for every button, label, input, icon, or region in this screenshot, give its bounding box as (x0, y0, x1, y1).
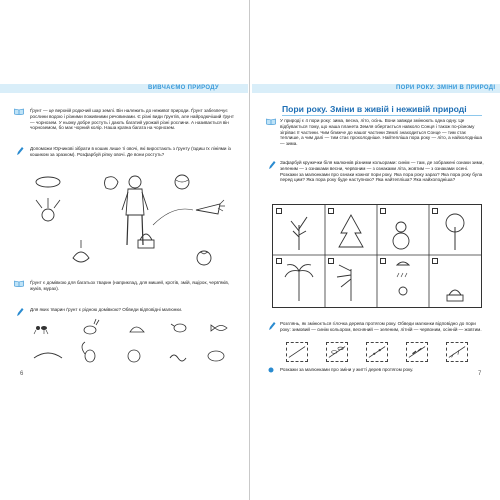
season-checkbox[interactable] (328, 258, 334, 264)
radish-icon (36, 198, 60, 221)
task-color-seasons: Зафарбуй кружечки біля малюнків різними кольорами: синім — там, де зображені ознаки зими, зеленим — з ознаками весни, червоним — з ознаками літа, жовтим — з ознаками осені. Розкажи за малюнками про ознаки кожної пори року. Яка пора року зараз? Яка пора року була перед цим? Яка пора року буде наступною? Яка найтепліша? Яка найхолодніша? (280, 160, 484, 183)
task-branch: Розглянь, як змінюється гілочка дерева протягом року. Обведи малюнки відповідно до пори року: зимовий — синім кольором, весняний — зеленим, літній — червоним, осінній — жовтим. (280, 321, 482, 332)
worm-icon (170, 355, 186, 361)
animals-illustration (30, 318, 230, 366)
task-animals: Для яких тварин ґрунт є рідною домівкою? Обведи відповідні малюнки. (30, 307, 183, 312)
fir-snow-icon (339, 215, 363, 247)
season-checkbox[interactable] (380, 258, 386, 264)
task-tree-changes: Розкажи за малюнками про зміни у житті дерев протягом року. (280, 367, 414, 372)
book-icon (14, 108, 24, 115)
snowman-icon (393, 222, 409, 249)
title-underline (282, 115, 482, 116)
left-page-number: 6 (20, 371, 24, 377)
task-vegetables: Допоможи Юрчикові зібрати в кошик лише ті овочі, які виростають з ґрунту (їздиш їх лініями із кошиком за зразком). Розфарбуй ріпку овочі. Де вони ростуть? (30, 146, 231, 157)
basket-icon (138, 234, 154, 248)
rabbit-icon (84, 319, 99, 334)
windy-tree-icon (337, 265, 351, 301)
hamster-icon (128, 350, 140, 362)
fish-icon (211, 325, 227, 331)
rain-icon (397, 262, 409, 295)
page-title: Пори року. Зміни в живій і неживій природі (282, 104, 467, 114)
cabbage-icon (175, 175, 189, 189)
left-header-label: ВИВЧАЄМО ПРИРОДУ (148, 85, 219, 91)
mushroom-basket-icon (447, 290, 463, 301)
season-checkbox[interactable] (328, 208, 334, 214)
branch-autumn-icon (447, 343, 467, 361)
lizard-icon (34, 353, 62, 358)
seasons-description: У природі є 4 пори року: зима, весна, літо, осінь. Вони завжди змінюють одна одну. Це відбувається тому, що наша планета Земля обертається навколо Сонця і також по-різному зігріває її частини. Чим ближче до нашої частини Землі знаходиться Сонце — тим стає теплише, а чим далі — тим стає прохолодніше. Найтепліша пора року — літо, а найхолодніша — зима. (280, 118, 483, 147)
cucumber-icon (36, 177, 60, 187)
book-icon (266, 118, 276, 125)
book-icon (14, 280, 24, 287)
pencil-icon (268, 160, 276, 170)
branch-buds-icon (367, 343, 387, 361)
right-page-number: 7 (478, 371, 482, 377)
pepper-icon (105, 177, 119, 189)
pencil-icon (16, 146, 24, 156)
right-header-label: ПОРИ РОКУ. ЗМІНИ В ПРИРОДІ (396, 85, 496, 91)
hedgehog-icon (130, 327, 144, 332)
branch-box[interactable] (446, 342, 468, 362)
season-checkbox[interactable] (432, 258, 438, 264)
branch-icon (287, 343, 307, 361)
right-page (250, 0, 500, 500)
branch-box[interactable] (286, 342, 308, 362)
pencil-icon (268, 321, 276, 331)
vegetables-illustration (28, 170, 228, 270)
carrot-icon (196, 200, 225, 214)
season-checkbox[interactable] (276, 258, 282, 264)
mole-icon (208, 351, 224, 361)
branch-box[interactable] (326, 342, 348, 362)
pencil-icon (16, 307, 24, 317)
soil-description: Ґрунт — це верхній родючий шар землі. Він належить до неживої природи. Ґрунт забезпечує рослини водою і різними поживними речовинами. Є різні види ґрунтів, але найродючіший ґрунт — чорнозем. У ньому добре ростуть і дають багатий урожай різні рослини. А називається він чорноземом, бо має чорний колір. Наша країна багата на чорнозем. (30, 108, 234, 131)
spring-tree-icon (446, 214, 464, 250)
season-checkbox[interactable] (432, 208, 438, 214)
branch-snow-icon (407, 343, 427, 361)
soil-home-text: Ґрунт є домівкою для багатьох тварин (наприклад, для мишей, кротів, змій, ящірок, черв'яків, жуків, мурах). (30, 280, 230, 291)
palm-icon (285, 265, 313, 301)
season-pictures (273, 205, 481, 307)
onion-icon (73, 240, 89, 262)
seasons-grid (272, 204, 482, 308)
season-checkbox[interactable] (380, 208, 386, 214)
bird-icon (171, 324, 186, 332)
branch-box[interactable] (366, 342, 388, 362)
speech-icon (268, 367, 274, 373)
ant-icon (34, 326, 48, 334)
squirrel-icon (82, 342, 95, 362)
season-checkbox[interactable] (276, 208, 282, 214)
branch-leaves-icon (327, 343, 347, 361)
tree-bare-icon (291, 217, 307, 250)
branch-box[interactable] (406, 342, 428, 362)
tomato-icon (197, 251, 211, 265)
